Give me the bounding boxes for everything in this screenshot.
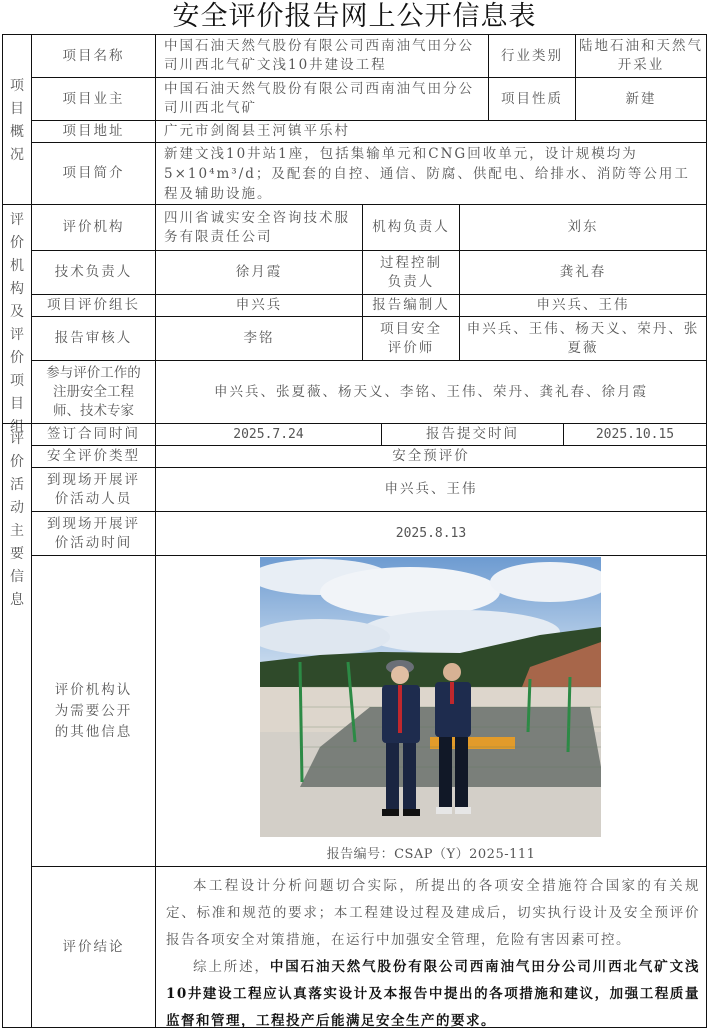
tech-head-value: 徐月霞	[155, 250, 363, 295]
section-label-text: 项 目 概 况	[10, 78, 24, 163]
contract-date-label: 签订合同时间	[31, 423, 156, 446]
experts-value: 申兴兵、张夏薇、杨天义、李铭、王伟、荣丹、龚礼春、徐月霞	[155, 360, 707, 424]
author-value: 申兴兵、王伟	[459, 294, 707, 317]
industry-label: 行业类别	[488, 34, 576, 78]
conclusion-paragraph-1: 本工程设计分析问题切合实际，所提出的各项安全措施符合国家的有关规定、标准和规范的要求；本工程建设过程及建成后，切实执行设计及安全预评价报告各项安全对策措施，在运行中加强安全管理，危险有害因素可控。	[166, 878, 700, 948]
conclusion-lead: 综上所述，	[193, 959, 270, 975]
other-info-label: 评价机构认为需要公开的其他信息	[31, 555, 156, 867]
industry-value: 陆地石油和天然气开采业	[575, 34, 707, 78]
team-leader-value: 申兴兵	[155, 294, 363, 317]
site-staff-label: 到现场开展评价活动人员	[31, 467, 156, 512]
report-number: 报告编号：CSAP（Y）2025-111	[326, 847, 536, 862]
assessor-value: 申兴兵、王伟、杨天义、荣丹、张夏薇	[459, 316, 707, 361]
agency-head-value: 刘东	[459, 204, 707, 251]
project-summary-value: 新建文浅10井站1座，包括集输单元和CNG回收单元，设计规模均为5×10⁴m³/d；及配套的自控、通信、防腐、供配电、给排水、消防等公用工程及辅助设施。	[155, 142, 707, 205]
agency-head-label: 机构负责人	[362, 204, 460, 251]
conclusion-paragraph-2	[166, 954, 700, 1035]
section-label-text: 评 价 机 构 及 评 价 项 目 组	[10, 212, 24, 435]
project-address-value: 广元市剑阁县王河镇平乐村	[155, 120, 707, 143]
process-head-value: 龚礼春	[459, 250, 707, 295]
author-label: 报告编制人	[362, 294, 460, 317]
contract-date-value: 2025.7.24	[155, 423, 382, 446]
project-address-label: 项目地址	[31, 120, 156, 143]
team-leader-label: 项目评价组长	[31, 294, 156, 317]
conclusion-bold: 中国石油天然气股份有限公司西南油气田分公司川西北气矿文浅10井建设工程应认真落实设计及本报告中提出的各项措施和建议，加强工程质量监督和管理，工程投产后能满足安全生产的要求。	[166, 959, 700, 1029]
site-time-label: 到现场开展评价活动时间	[31, 511, 156, 556]
agency-value: 四川省诚实安全咨询技术服务有限责任公司	[155, 204, 363, 251]
conclusion-text	[155, 866, 707, 1028]
experts-label: 参与评价工作的注册安全工程师、技术专家	[31, 360, 156, 424]
project-owner-value: 中国石油天然气股份有限公司西南油气田分公司川西北气矿	[155, 77, 489, 121]
reviewer-label: 报告审核人	[31, 316, 156, 361]
section-label-activity	[2, 423, 32, 1028]
project-nature-value: 新建	[575, 77, 707, 121]
submit-date-value: 2025.10.15	[563, 423, 707, 446]
assessor-label: 项目安全评价师	[362, 316, 460, 361]
process-head-label: 过程控制负责人	[362, 250, 460, 295]
section-label-org	[2, 204, 32, 435]
eval-type-value: 安全预评价	[155, 445, 707, 468]
submit-date-label: 报告提交时间	[381, 423, 564, 446]
site-time-value: 2025.8.13	[155, 511, 707, 556]
project-summary-label: 项目简介	[31, 142, 156, 205]
project-name-value: 中国石油天然气股份有限公司西南油气田分公司川西北气矿文浅10井建设工程	[155, 34, 489, 78]
project-name-label: 项目名称	[31, 34, 156, 78]
eval-type-label: 安全评价类型	[31, 445, 156, 468]
reviewer-value: 李铭	[155, 316, 363, 361]
section-label-overview	[2, 34, 32, 205]
site-staff-value: 申兴兵、王伟	[155, 467, 707, 512]
project-owner-label: 项目业主	[31, 77, 156, 121]
agency-label: 评价机构	[31, 204, 156, 251]
conclusion-label: 评价结论	[31, 866, 156, 1028]
tech-head-label: 技术负责人	[31, 250, 156, 295]
site-photo	[260, 557, 601, 837]
page-title: 安全评价报告网上公开信息表	[172, 1, 537, 32]
section-label-text: 评 价 活 动 主 要 信 息	[10, 431, 24, 608]
project-nature-label: 项目性质	[488, 77, 576, 121]
